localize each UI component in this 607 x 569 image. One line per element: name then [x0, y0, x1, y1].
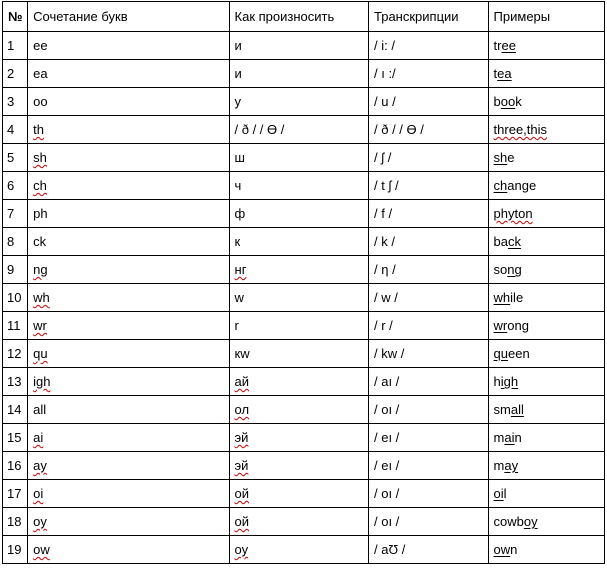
pronunciation-cell	[229, 368, 368, 396]
letter-combinations-table	[2, 1, 605, 564]
pronunciation: ол	[234, 402, 250, 417]
example-highlight: three,this	[493, 122, 548, 137]
transcription-cell	[369, 312, 489, 340]
transcription: / ƞ /	[374, 262, 396, 277]
example-cell	[488, 284, 604, 312]
pronunciation-cell	[229, 172, 368, 200]
row-number: 3	[7, 94, 15, 109]
row-number: 12	[7, 346, 22, 361]
row-number: 9	[7, 262, 15, 277]
transcription: / f /	[374, 206, 393, 221]
letter-combination: qu	[33, 346, 48, 361]
example-highlight: ai	[504, 430, 515, 445]
pronunciation-cell	[229, 340, 368, 368]
example-prefix: tr	[493, 38, 502, 53]
example-prefix: m	[493, 458, 505, 473]
table-row	[3, 200, 605, 228]
transcription: / aƱ /	[374, 542, 406, 557]
table-row	[3, 32, 605, 60]
letter-combination: oo	[33, 94, 48, 109]
example-cell	[488, 144, 604, 172]
example-prefix: h	[493, 374, 501, 389]
example-highlight: ee	[501, 38, 516, 53]
pronunciation: ш	[234, 150, 245, 165]
example-suffix: n	[514, 430, 522, 445]
pronunciation: эй	[234, 458, 249, 473]
row-number: 7	[7, 206, 15, 221]
row-number: 15	[7, 430, 22, 445]
transcription-cell	[369, 200, 489, 228]
transcription: / i: /	[374, 38, 395, 53]
table-row	[3, 340, 605, 368]
pronunciation: и	[234, 66, 242, 81]
letter-combination: ea	[33, 66, 48, 81]
pronunciation: нг	[234, 262, 247, 277]
table-row	[3, 284, 605, 312]
letters-cell	[28, 480, 229, 508]
example-cell	[488, 480, 604, 508]
example-highlight: all	[510, 402, 524, 417]
row-number: 6	[7, 178, 15, 193]
table-row	[3, 368, 605, 396]
table-row	[3, 312, 605, 340]
table-header-row	[3, 2, 605, 32]
example-cell	[488, 368, 604, 396]
table-row	[3, 60, 605, 88]
table-row	[3, 256, 605, 284]
example-suffix: ong	[507, 318, 529, 333]
example-suffix: ile	[510, 290, 524, 305]
example-cell	[488, 396, 604, 424]
transcription-cell	[369, 32, 489, 60]
table-body	[3, 32, 605, 564]
pronunciation: оу	[234, 542, 249, 557]
row-number-cell	[3, 60, 28, 88]
example-highlight: ck	[508, 234, 522, 249]
letters-cell	[28, 60, 229, 88]
pronunciation-cell	[229, 256, 368, 284]
row-number-cell	[3, 200, 28, 228]
pronunciation: эй	[234, 430, 249, 445]
row-number-cell	[3, 228, 28, 256]
pronunciation: у	[234, 94, 242, 109]
row-number-cell	[3, 480, 28, 508]
row-number-cell	[3, 424, 28, 452]
row-number: 10	[7, 290, 22, 305]
letter-combination: all	[33, 402, 47, 417]
pronunciation: ой	[234, 486, 250, 501]
table-row	[3, 424, 605, 452]
row-number: 2	[7, 66, 15, 81]
pronunciation: r	[234, 318, 239, 333]
transcription-cell	[369, 116, 489, 144]
row-number: 8	[7, 234, 15, 249]
transcription: / ʃ /	[374, 150, 392, 165]
letters-cell	[28, 396, 229, 424]
transcription-cell	[369, 452, 489, 480]
letter-combination: ee	[33, 38, 48, 53]
transcription: / eı /	[374, 458, 400, 473]
example-prefix: m	[493, 430, 505, 445]
example-highlight: ch	[493, 178, 508, 193]
letter-combination: sh	[33, 150, 47, 165]
transcription-cell	[369, 284, 489, 312]
pronunciation-cell	[229, 144, 368, 172]
row-number-cell	[3, 340, 28, 368]
table-row	[3, 536, 605, 564]
letter-combination: wh	[33, 290, 50, 305]
row-number: 16	[7, 458, 22, 473]
letters-cell	[28, 228, 229, 256]
transcription-cell	[369, 424, 489, 452]
example-highlight: oy	[523, 514, 538, 529]
example-suffix: e	[507, 150, 515, 165]
letter-combination: wr	[33, 318, 47, 333]
table-row	[3, 452, 605, 480]
example-cell	[488, 32, 604, 60]
letters-cell	[28, 200, 229, 228]
transcription-cell	[369, 88, 489, 116]
letters-cell	[28, 452, 229, 480]
row-number-cell	[3, 172, 28, 200]
transcription-cell	[369, 228, 489, 256]
transcription: / ı :/	[374, 66, 396, 81]
letters-cell	[28, 284, 229, 312]
pronunciation: ай	[234, 374, 250, 389]
letters-cell	[28, 424, 229, 452]
table-row	[3, 396, 605, 424]
example-prefix: sm	[493, 402, 511, 417]
pronunciation: ф	[234, 206, 246, 221]
transcription-cell	[369, 508, 489, 536]
letters-cell	[28, 144, 229, 172]
letter-combination: th	[33, 122, 44, 137]
pronunciation-cell	[229, 228, 368, 256]
row-number-cell	[3, 396, 28, 424]
example-suffix: n	[510, 542, 518, 557]
row-number-cell	[3, 116, 28, 144]
transcription: / oı /	[374, 402, 400, 417]
example-suffix: l	[503, 486, 507, 501]
example-prefix: so	[493, 262, 508, 277]
row-number-cell	[3, 508, 28, 536]
column-header-letters: Сочетание букв	[28, 2, 229, 32]
pronunciation-cell	[229, 508, 368, 536]
pronunciation-cell	[229, 480, 368, 508]
letter-combination: ay	[33, 458, 47, 473]
table-row	[3, 228, 605, 256]
column-header-number: №	[3, 2, 28, 32]
letters-cell	[28, 116, 229, 144]
letters-cell	[28, 536, 229, 564]
example-suffix: ange	[507, 178, 537, 193]
pronunciation-cell	[229, 452, 368, 480]
row-number-cell	[3, 452, 28, 480]
example-cell	[488, 508, 604, 536]
transcription-cell	[369, 60, 489, 88]
example-highlight: oo	[500, 94, 516, 109]
row-number-cell	[3, 284, 28, 312]
row-number-cell	[3, 256, 28, 284]
transcription: / oı /	[374, 486, 400, 501]
transcription: / kw /	[374, 346, 405, 361]
column-header-transcription: Транскрипции	[369, 2, 489, 32]
transcription: / oı /	[374, 514, 400, 529]
pronunciation-cell	[229, 88, 368, 116]
example-highlight: wh	[493, 290, 511, 305]
row-number: 17	[7, 486, 22, 501]
letters-cell	[28, 312, 229, 340]
transcription-cell	[369, 396, 489, 424]
transcription-cell	[369, 144, 489, 172]
example-highlight: qu	[493, 346, 509, 361]
transcription-cell	[369, 536, 489, 564]
table-row	[3, 172, 605, 200]
table-row	[3, 508, 605, 536]
row-number: 1	[7, 38, 15, 53]
example-highlight: ow	[493, 542, 511, 557]
pronunciation-cell	[229, 396, 368, 424]
example-cell	[488, 340, 604, 368]
example-prefix: ba	[493, 234, 509, 249]
example-cell	[488, 312, 604, 340]
example-highlight: ea	[497, 66, 512, 81]
example-prefix: t	[493, 66, 498, 81]
transcription: / t ʃ /	[374, 178, 399, 193]
row-number: 19	[7, 542, 22, 557]
pronunciation: ч	[234, 178, 242, 193]
row-number: 5	[7, 150, 15, 165]
example-cell	[488, 200, 604, 228]
example-cell	[488, 116, 604, 144]
row-number-cell	[3, 368, 28, 396]
letters-cell	[28, 508, 229, 536]
pronunciation: ой	[234, 514, 250, 529]
letter-combination: ow	[33, 542, 50, 557]
column-header-pronunciation: Как произносить	[229, 2, 368, 32]
example-suffix: k	[515, 94, 522, 109]
table-row	[3, 88, 605, 116]
transcription-cell	[369, 480, 489, 508]
example-highlight: wr	[493, 318, 508, 333]
example-highlight: phyton	[493, 206, 533, 221]
row-number: 11	[7, 318, 21, 333]
example-cell	[488, 228, 604, 256]
letter-combination: oy	[33, 514, 47, 529]
example-cell	[488, 256, 604, 284]
table-row	[3, 144, 605, 172]
pronunciation: и	[234, 38, 242, 53]
example-cell	[488, 60, 604, 88]
transcription-cell	[369, 340, 489, 368]
letters-cell	[28, 32, 229, 60]
pronunciation: кw	[234, 346, 250, 361]
letter-combination: ck	[33, 234, 47, 249]
row-number-cell	[3, 536, 28, 564]
pronunciation: w	[234, 290, 244, 305]
letters-cell	[28, 256, 229, 284]
example-highlight: sh	[493, 150, 508, 165]
transcription: / k /	[374, 234, 395, 249]
example-cell	[488, 424, 604, 452]
row-number: 18	[7, 514, 22, 529]
example-prefix: b	[493, 94, 501, 109]
row-number: 14	[7, 402, 22, 417]
row-number: 4	[7, 122, 15, 137]
letter-combination: igh	[33, 374, 51, 389]
letter-combination: ng	[33, 262, 48, 277]
transcription: / eı /	[374, 430, 400, 445]
letters-cell	[28, 88, 229, 116]
transcription-cell	[369, 368, 489, 396]
transcription: / w /	[374, 290, 398, 305]
example-suffix: een	[508, 346, 530, 361]
row-number-cell	[3, 32, 28, 60]
pronunciation-cell	[229, 60, 368, 88]
example-cell	[488, 536, 604, 564]
example-highlight: oi	[493, 486, 504, 501]
row-number-cell	[3, 312, 28, 340]
table-row	[3, 480, 605, 508]
row-number-cell	[3, 88, 28, 116]
example-cell	[488, 452, 604, 480]
column-header-examples: Примеры	[488, 2, 604, 32]
example-highlight: ng	[507, 262, 522, 277]
letters-cell	[28, 368, 229, 396]
pronunciation-cell	[229, 116, 368, 144]
transcription: / aı /	[374, 374, 400, 389]
row-number: 13	[7, 374, 22, 389]
transcription-cell	[369, 172, 489, 200]
example-highlight: ay	[504, 458, 519, 473]
letter-combination: oi	[33, 486, 44, 501]
letter-combination: ai	[33, 430, 44, 445]
example-prefix: cowb	[493, 514, 524, 529]
transcription: / ð / / Ө /	[374, 122, 424, 137]
transcription-cell	[369, 256, 489, 284]
letters-cell	[28, 340, 229, 368]
letter-combination: ch	[33, 178, 47, 193]
row-number-cell	[3, 144, 28, 172]
table-row	[3, 116, 605, 144]
example-highlight: igh	[500, 374, 519, 389]
letter-combination: ph	[33, 206, 48, 221]
pronunciation: к	[234, 234, 241, 249]
pronunciation-cell	[229, 284, 368, 312]
pronunciation-cell	[229, 200, 368, 228]
letters-cell	[28, 172, 229, 200]
pronunciation-cell	[229, 536, 368, 564]
example-cell	[488, 172, 604, 200]
pronunciation-cell	[229, 424, 368, 452]
transcription: / r /	[374, 318, 393, 333]
pronunciation-cell	[229, 32, 368, 60]
example-cell	[488, 88, 604, 116]
transcription: / u /	[374, 94, 396, 109]
pronunciation: / ð / / Ө /	[234, 122, 285, 137]
pronunciation-cell	[229, 312, 368, 340]
